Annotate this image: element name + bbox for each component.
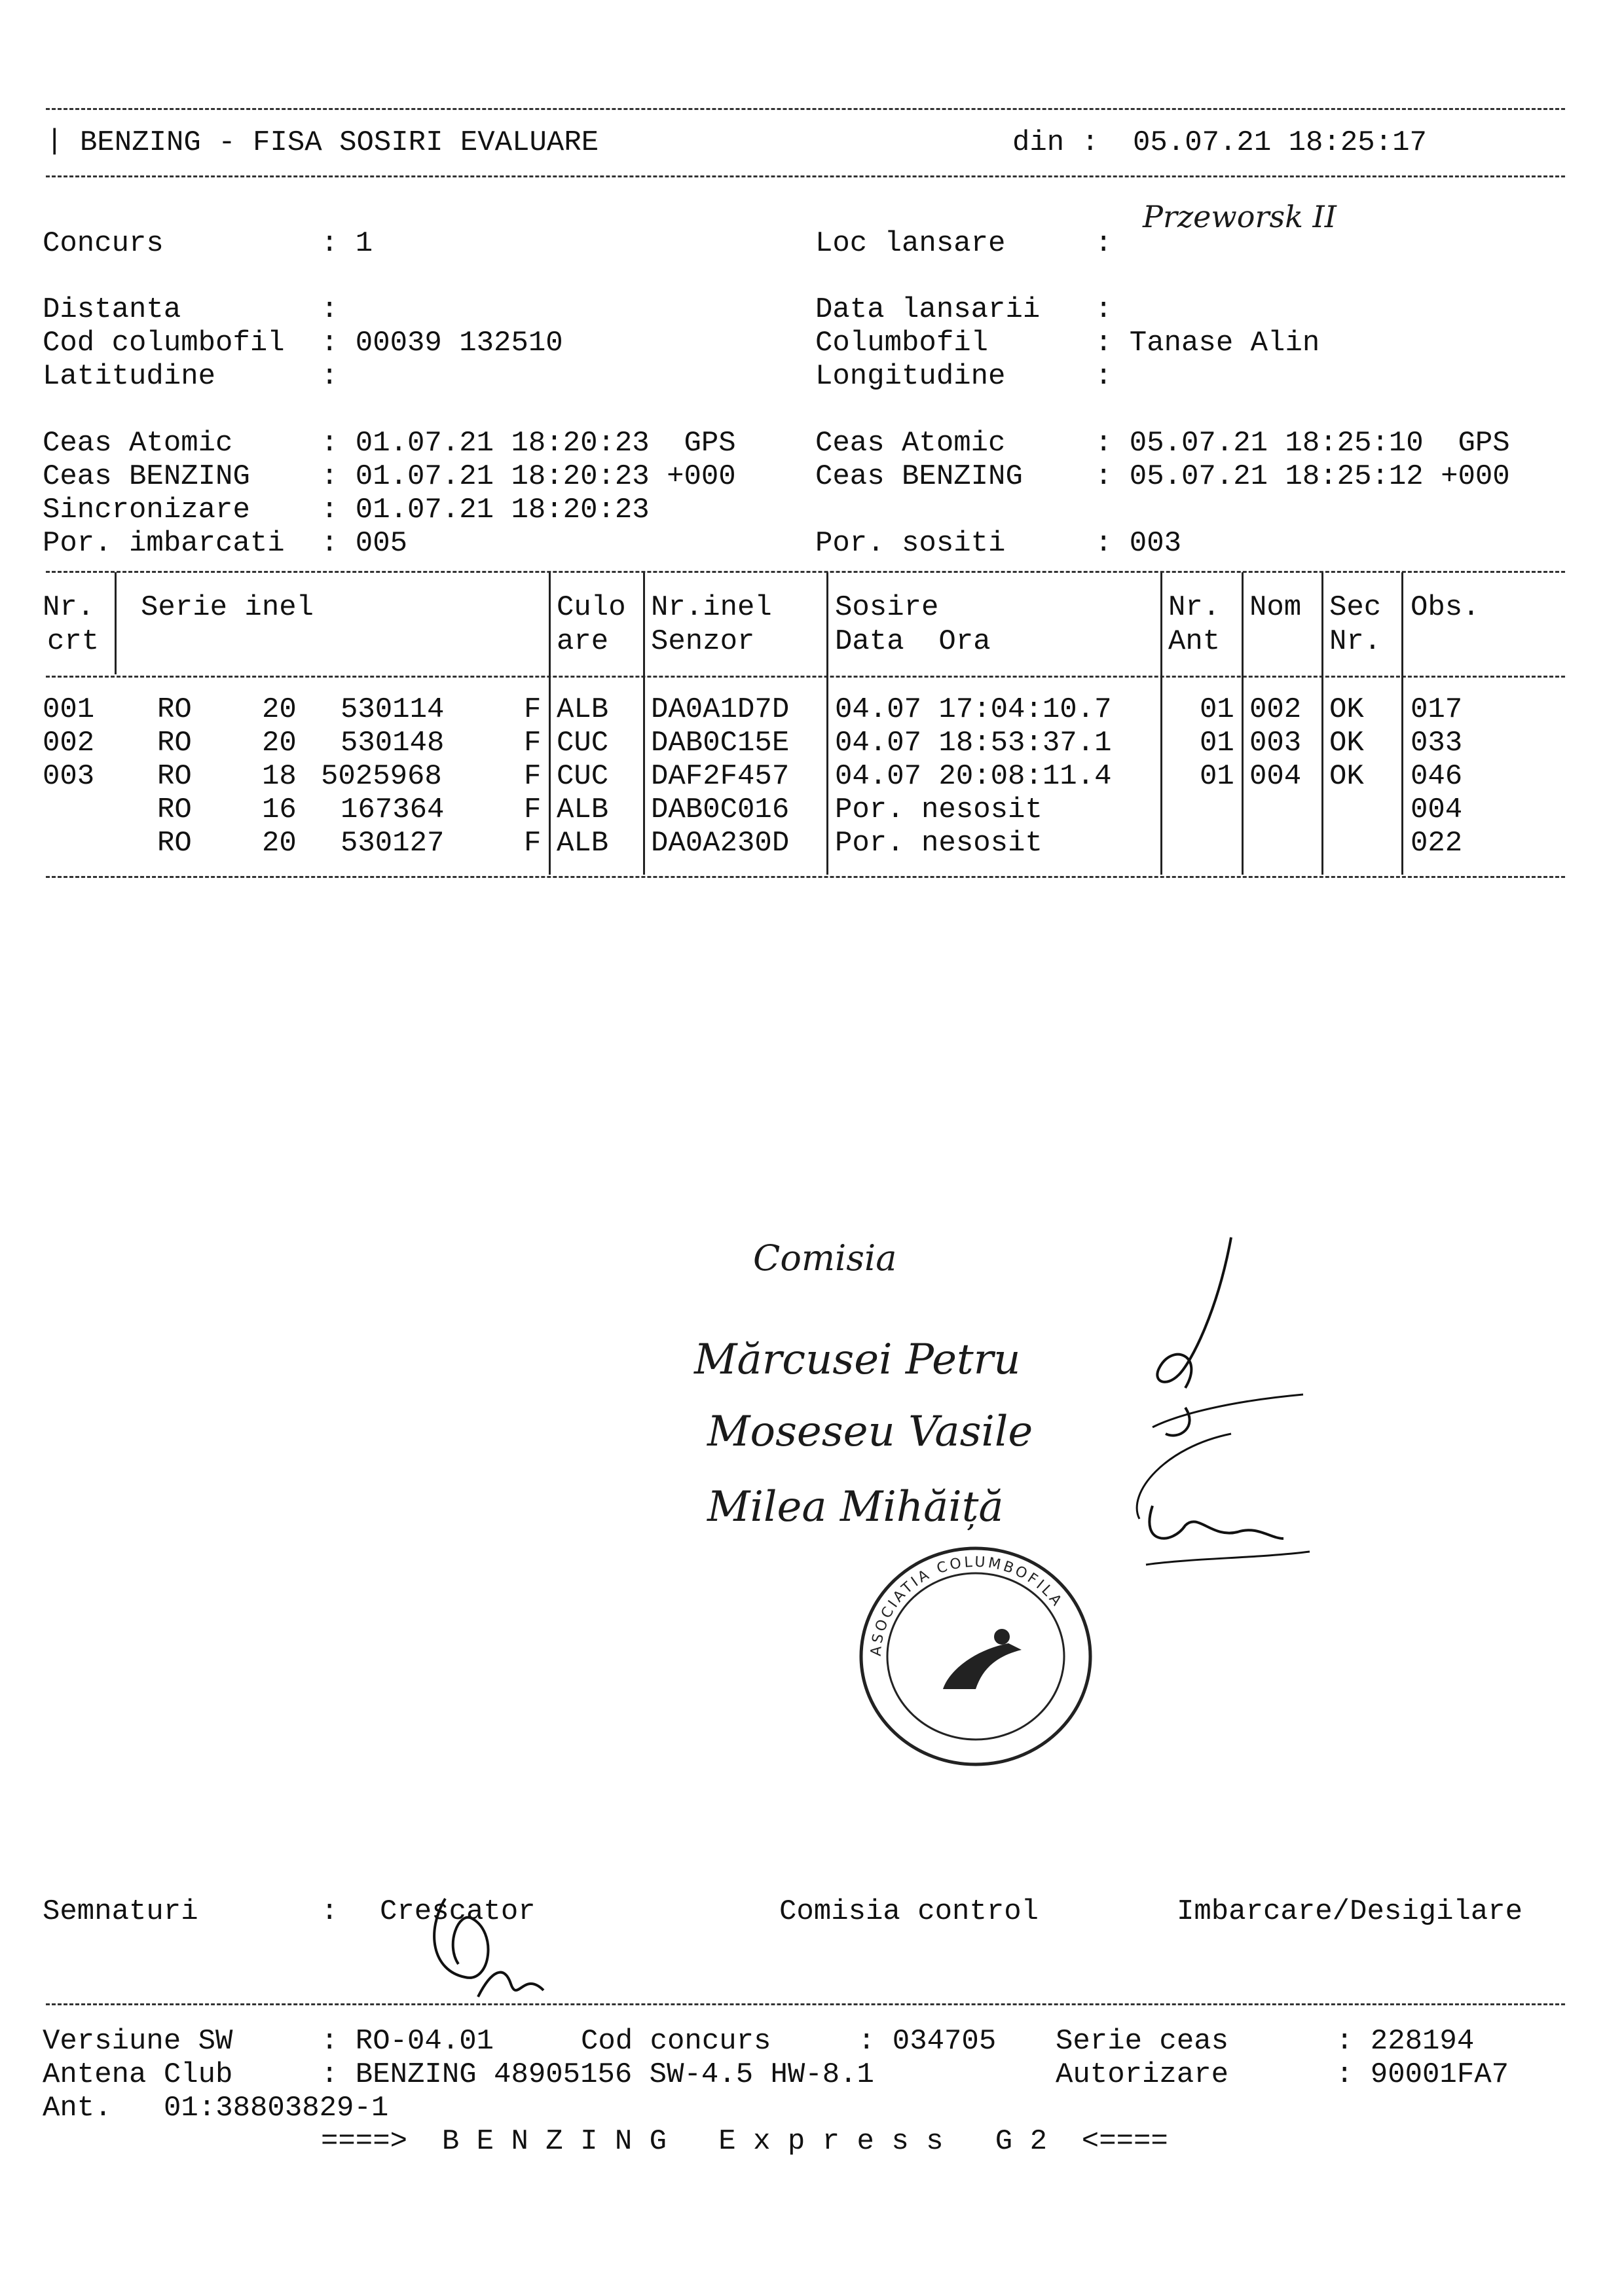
versiune-sw-value: : RO-04.01 [321, 2025, 494, 2058]
columbofil-value: : Tanase Alin [1095, 327, 1320, 359]
por-imbarcati-value: : 005 [321, 527, 408, 560]
cell-obs: 033 [1411, 727, 1463, 759]
cell-culoare: ALB [557, 827, 609, 860]
col-sep [1160, 572, 1162, 875]
cell-numar: 5025968 [321, 760, 442, 793]
col-sep [549, 572, 551, 875]
col-header-crt: crt [47, 625, 100, 658]
cell-sex: F [524, 793, 542, 826]
header-bar: | [46, 125, 64, 158]
loc-lansare-handwritten: Przeworsk II [1143, 199, 1337, 234]
cell-ant: 01 [1200, 693, 1234, 726]
table-header-rule [46, 676, 1565, 678]
col-sep [1401, 572, 1403, 875]
cell-sex: F [524, 760, 542, 793]
ceas-atomic-label: Ceas Atomic [43, 427, 233, 460]
ceas-benzing-label: Ceas BENZING [43, 460, 250, 493]
handwritten-name: Milea Mihăiță [707, 1483, 1004, 1531]
loc-lansare-label: Loc lansare [815, 227, 1006, 260]
cell-numar: 530148 [341, 727, 445, 759]
cell-senzor: DAB0C15E [651, 727, 790, 759]
signature-scribble [1113, 1231, 1310, 1584]
stamp-text: ASOCIATIA COLUMBOFILA [868, 1554, 1067, 1657]
cell-tara: RO [157, 693, 192, 726]
cell-an: 20 [262, 727, 297, 759]
cell-sosire: 04.07 17:04:10.7 [835, 693, 1112, 726]
cell-tara: RO [157, 727, 192, 759]
handwritten-name: Mărcusei Petru [694, 1336, 1021, 1384]
latitudine-label: Latitudine [43, 360, 216, 393]
top-rule [46, 108, 1565, 110]
footer-rule [46, 2003, 1565, 2005]
col-sep [115, 572, 117, 674]
imbarcare-desigilare-label: Imbarcare/Desigilare [1177, 1895, 1523, 1928]
benzing-express-banner: ====> B E N Z I N G E x p r e s s G 2 <==== [321, 2125, 1168, 2158]
col-header-ant-1: Nr. [1168, 591, 1221, 624]
cell-an: 16 [262, 793, 297, 826]
col-header-ant-2: Ant [1168, 625, 1221, 658]
serie-ceas-label: Serie ceas [1056, 2025, 1229, 2058]
col-sep [1242, 572, 1244, 875]
col-sep [643, 572, 645, 875]
cell-ant: 01 [1200, 760, 1234, 793]
col-header-sosire-1: Sosire [835, 591, 939, 624]
cell-an: 20 [262, 693, 297, 726]
cell-obs: 022 [1411, 827, 1463, 860]
ant-label: Ant. [43, 2092, 112, 2124]
cell-senzor: DA0A1D7D [651, 693, 790, 726]
cell-senzor: DA0A230D [651, 827, 790, 860]
columbofil-label: Columbofil [815, 327, 989, 359]
document-title: BENZING - FISA SOSIRI EVALUARE [80, 126, 599, 159]
col-header-culoare-1: Culo [557, 591, 626, 624]
col-header-nr: Nr. [43, 591, 95, 624]
col-header-culoare-2: are [557, 625, 609, 658]
cell-tara: RO [157, 760, 192, 793]
ceas-benzing-value: : 01.07.21 18:20:23 +000 [321, 460, 736, 493]
cell-an: 18 [262, 760, 297, 793]
header-rule [46, 175, 1565, 177]
handwritten-name: Moseseu Vasile [707, 1408, 1033, 1456]
concurs-value: : 1 [321, 227, 373, 260]
cell-sosire: Por. nesosit [835, 793, 1043, 826]
cell-culoare: ALB [557, 793, 609, 826]
cell-sec: OK [1329, 693, 1364, 726]
cell-sosire: 04.07 18:53:37.1 [835, 727, 1112, 759]
cell-numar: 167364 [341, 793, 445, 826]
cell-senzor: DAF2F457 [651, 760, 790, 793]
cell-tara: RO [157, 793, 192, 826]
latitudine-value: : [321, 360, 339, 393]
cell-sex: F [524, 827, 542, 860]
cell-obs: 004 [1411, 793, 1463, 826]
crescator-signature [419, 1892, 550, 2010]
cell-tara: RO [157, 827, 192, 860]
sincronizare-value: : 01.07.21 18:20:23 [321, 494, 650, 526]
cell-nr: 001 [43, 693, 95, 726]
ceas-atomic-2-value: : 05.07.21 18:25:10 GPS [1095, 427, 1510, 460]
col-header-nom: Nom [1249, 591, 1302, 624]
ceas-benzing-2-label: Ceas BENZING [815, 460, 1023, 493]
sincronizare-label: Sincronizare [43, 494, 250, 526]
cell-sosire: 04.07 20:08:11.4 [835, 760, 1112, 793]
cell-sex: F [524, 693, 542, 726]
cell-culoare: CUC [557, 760, 609, 793]
versiune-sw-label: Versiune SW [43, 2025, 233, 2058]
table-bottom-rule [46, 876, 1565, 878]
cell-obs: 046 [1411, 760, 1463, 793]
ceas-atomic-2-label: Ceas Atomic [815, 427, 1006, 460]
cell-nom: 003 [1249, 727, 1302, 759]
col-header-sec-2: Nr. [1329, 625, 1382, 658]
cell-culoare: ALB [557, 693, 609, 726]
cell-ant: 01 [1200, 727, 1234, 759]
comisia-control-label: Comisia control [779, 1895, 1039, 1928]
por-sositi-value: : 003 [1095, 527, 1182, 560]
col-header-sosire-2: Data Ora [835, 625, 991, 658]
ceas-atomic-value: : 01.07.21 18:20:23 GPS [321, 427, 736, 460]
col-header-serie-inel: Serie inel [141, 591, 314, 624]
table-top-rule [46, 571, 1565, 573]
cell-senzor: DAB0C016 [651, 793, 790, 826]
cell-sex: F [524, 727, 542, 759]
cell-numar: 530114 [341, 693, 445, 726]
antena-club-label: Antena Club [43, 2058, 233, 2091]
cell-nom: 002 [1249, 693, 1302, 726]
cod-concurs-value: : 034705 [858, 2025, 997, 2058]
ceas-benzing-2-value: : 05.07.21 18:25:12 +000 [1095, 460, 1510, 493]
cod-columbofil-label: Cod columbofil [43, 327, 285, 359]
col-sep [826, 572, 828, 875]
cell-nom: 004 [1249, 760, 1302, 793]
cell-an: 20 [262, 827, 297, 860]
distanta-value: : [321, 293, 339, 326]
cell-nr: 003 [43, 760, 95, 793]
ant-value: 01:38803829-1 [164, 2092, 389, 2124]
cell-numar: 530127 [341, 827, 445, 860]
cell-culoare: CUC [557, 727, 609, 759]
col-sep [1321, 572, 1323, 875]
por-sositi-label: Por. sositi [815, 527, 1006, 560]
distanta-label: Distanta [43, 293, 181, 326]
cell-nr: 002 [43, 727, 95, 759]
autorizare-label: Autorizare [1056, 2058, 1229, 2091]
cod-concurs-label: Cod concurs [581, 2025, 771, 2058]
concurs-label: Concurs [43, 227, 164, 260]
data-lansarii-value: : [1095, 293, 1113, 326]
por-imbarcati-label: Por. imbarcati [43, 527, 285, 560]
cell-sec: OK [1329, 727, 1364, 759]
col-header-nrinel-2: Senzor [651, 625, 755, 658]
longitudine-value: : [1095, 360, 1113, 393]
autorizare-value: : 90001FA7 [1336, 2058, 1509, 2091]
antena-club-value: : BENZING 48905156 SW-4.5 HW-8.1 [321, 2058, 874, 2091]
cod-columbofil-value: : 00039 132510 [321, 327, 563, 359]
svg-text:ASOCIATIA COLUMBOFILA [868, 1554, 1066, 1657]
col-header-obs: Obs. [1411, 591, 1480, 624]
semnaturi-label: Semnaturi [43, 1895, 198, 1928]
data-lansarii-label: Data lansarii [815, 293, 1041, 326]
association-stamp [851, 1539, 1100, 1774]
semnaturi-sep: : [321, 1895, 339, 1928]
serie-ceas-value: : 228194 [1336, 2025, 1475, 2058]
crescator-label: Crescator [380, 1895, 536, 1928]
din-label: din : [1012, 126, 1099, 159]
col-header-nrinel-1: Nr.inel [651, 591, 772, 624]
handwritten-name: Comisia [753, 1237, 897, 1279]
cell-sosire: Por. nesosit [835, 827, 1043, 860]
longitudine-label: Longitudine [815, 360, 1006, 393]
cell-sec: OK [1329, 760, 1364, 793]
cell-obs: 017 [1411, 693, 1463, 726]
col-header-sec-1: Sec [1329, 591, 1382, 624]
loc-lansare-value: : [1095, 227, 1113, 260]
din-value: 05.07.21 18:25:17 [1133, 126, 1427, 159]
